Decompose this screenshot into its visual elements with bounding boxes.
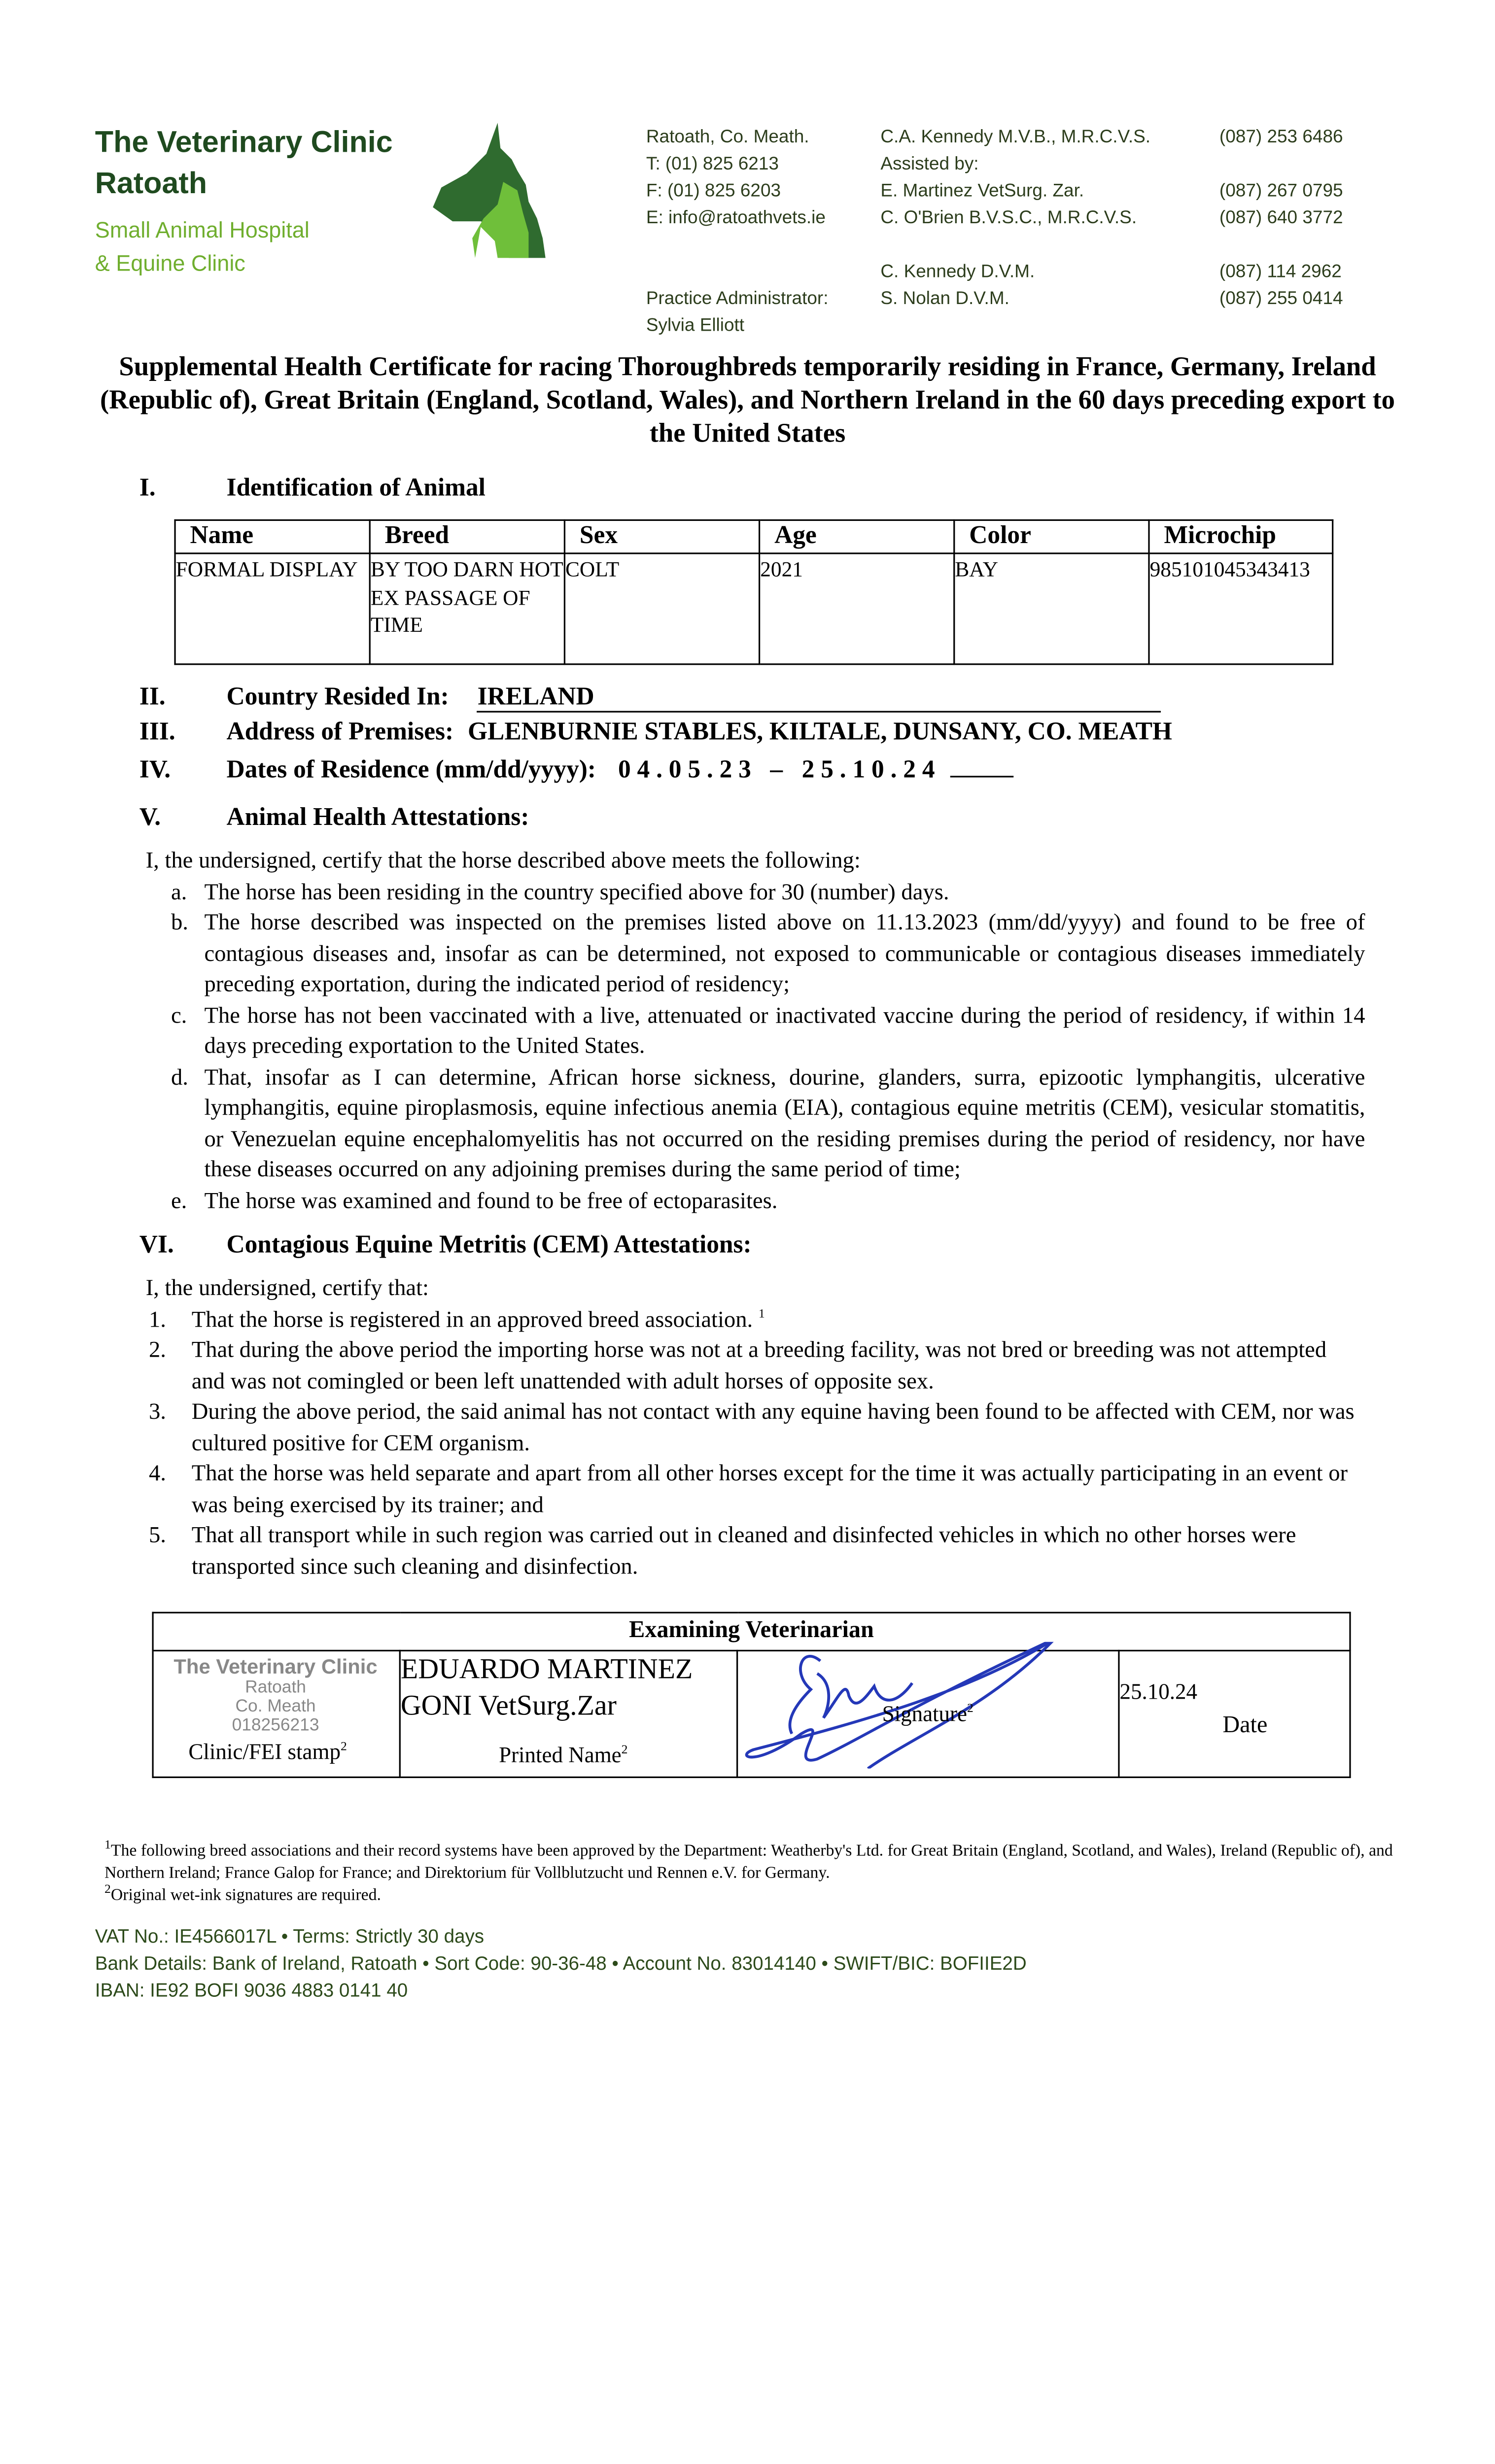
vat-line: VAT No.: IE4566017L • Terms: Strictly 30 days bbox=[95, 1925, 485, 1948]
item-text: The horse described was inspected on the premises listed above on 11.13.2023 (mm/dd/yyyy) and found to be free of contagious diseases and, insofar as can be determined, not exposed to communicable or contagious diseases immediately preceding exportation, during the indicated period of residency; bbox=[204, 910, 1365, 998]
item-marker: c. bbox=[171, 1003, 187, 1028]
footnote-ref: 2 bbox=[340, 1739, 347, 1753]
date-cell bbox=[1119, 1650, 1350, 1777]
section-number: IV. bbox=[139, 756, 171, 784]
printed-name-value: EDUARDO MARTINEZ GONI VetSurg.Zar bbox=[400, 1653, 693, 1721]
cell-breed: BY TOO DARN HOT EX PASSAGE OF TIME bbox=[370, 553, 564, 664]
section-number: V. bbox=[139, 804, 161, 831]
examining-veterinarian-table bbox=[152, 1612, 1351, 1778]
certificate-title: Supplemental Health Certificate for racing Thoroughbreds temporarily residing in France, Germany, Ireland (Republic of), Great Britain (England, Scotland, Wales), and Northern Ireland in the 60 days preceding export to the United States bbox=[100, 351, 1395, 448]
staff-name: C. O'Brien B.V.S.C., M.R.C.V.S. bbox=[880, 209, 1137, 228]
column-header: Age bbox=[760, 520, 954, 553]
email-line: E: info@ratoathvets.ie bbox=[646, 209, 826, 228]
footnote-ref: 2 bbox=[967, 1701, 973, 1715]
clinic-stamp bbox=[160, 1654, 391, 1735]
item-marker: 2. bbox=[149, 1337, 166, 1364]
address-block bbox=[646, 125, 826, 233]
footnote-2 bbox=[104, 1882, 1395, 1908]
section-label: Animal Health Attestations: bbox=[226, 804, 529, 831]
residence-dates-value: 0 4 . 0 5 . 2 3 – 2 5 . 1 0 . 2 4 bbox=[618, 756, 935, 784]
cell-microchip: 985101045343413 bbox=[1149, 553, 1333, 664]
printed-name-label-text: Printed Name bbox=[499, 1745, 622, 1769]
animal-identification-table bbox=[174, 519, 1333, 665]
staff-name: E. Martinez VetSurg. Zar. bbox=[880, 182, 1084, 202]
item-text: The horse was examined and found to be free of ectoparasites. bbox=[204, 1188, 778, 1214]
item-marker: 4. bbox=[149, 1461, 166, 1487]
attestation-item bbox=[146, 1001, 1365, 1063]
phone-line: T: (01) 825 6213 bbox=[646, 155, 779, 174]
item-marker: 1. bbox=[149, 1307, 166, 1333]
item-marker: a. bbox=[171, 879, 187, 905]
column-header: Microchip bbox=[1149, 520, 1333, 553]
staff-phone: (087) 640 3772 bbox=[1219, 209, 1343, 228]
staff-block bbox=[880, 125, 1150, 313]
clinic-name bbox=[95, 124, 393, 206]
staff-phone: (087) 255 0414 bbox=[1219, 289, 1343, 309]
printed-name-cell bbox=[400, 1650, 737, 1777]
item-text: That the horse was held separate and apart from all other horses except for the time it was actually participating in an event or was being exercised by its trainer; and bbox=[191, 1461, 1348, 1518]
staff-phone: (087) 267 0795 bbox=[1219, 182, 1343, 202]
cem-intro: I, the undersigned, certify that: bbox=[145, 1276, 429, 1302]
attestation-item bbox=[146, 1063, 1365, 1187]
item-text: The horse has not been vaccinated with a live, attenuated or inactivated vaccine during the period of residency, if within 14 days preceding exportation to the United States. bbox=[204, 1003, 1365, 1060]
signature-cell bbox=[737, 1650, 1119, 1777]
item-marker: 3. bbox=[149, 1400, 166, 1425]
staff-name: Assisted by: bbox=[880, 155, 979, 174]
cem-item bbox=[146, 1460, 1357, 1521]
column-header: Color bbox=[954, 520, 1149, 553]
staff-name: C. Kennedy D.V.M. bbox=[880, 263, 1035, 282]
stamp-label bbox=[188, 1740, 347, 1767]
item-text: The horse has been residing in the country specified above for 30 (number) days. bbox=[204, 879, 949, 905]
clinic-name-line2: Ratoath bbox=[95, 168, 208, 202]
date-value: 25.10.24 bbox=[1119, 1681, 1197, 1706]
printed-name-label bbox=[499, 1743, 627, 1770]
section-5-heading bbox=[139, 803, 1495, 834]
country-value: IRELAND bbox=[478, 684, 1161, 713]
item-text: That all transport while in such region was carried out in cleaned and disinfected vehicles in which no other horses were transported since such cleaning and disinfection. bbox=[191, 1523, 1296, 1579]
subtitle-line1: Small Animal Hospital bbox=[95, 217, 310, 242]
footnote-ref: 1 bbox=[758, 1305, 765, 1320]
horse-logo-icon bbox=[424, 111, 615, 275]
footnote-text: The following breed associations and their record systems have been approved by the Department: Weatherby's Ltd. for Great Britain (England, Scotland, and Wales), Ireland (Republic of), and Northern Ireland; France Galop for France; and Direktorium für Vollblutzucht und Rennen e.V. for Germany. bbox=[104, 1843, 1393, 1883]
stamp-label-text: Clinic/FEI stamp bbox=[188, 1742, 341, 1766]
section-number: VI. bbox=[139, 1232, 174, 1259]
item-marker: b. bbox=[171, 910, 188, 936]
cem-item bbox=[146, 1522, 1357, 1583]
section-1-heading bbox=[139, 475, 1090, 504]
date-label: Date bbox=[1222, 1713, 1268, 1739]
staff-name: C.A. Kennedy M.V.B., M.R.C.V.S. bbox=[880, 128, 1151, 147]
section-label: Identification of Animal bbox=[226, 475, 486, 502]
bank-line: Bank Details: Bank of Ireland, Ratoath • Sort Code: 90-36-48 • Account No. 83014140 • SWIFT/BIC: BOFIIE2D bbox=[95, 1952, 1027, 1975]
item-marker: d. bbox=[171, 1064, 188, 1091]
item-text: That the horse is registered in an approved breed association. bbox=[191, 1307, 753, 1333]
staff-name: S. Nolan D.V.M. bbox=[880, 289, 1009, 309]
footnote-mark: 1 bbox=[104, 1837, 111, 1852]
lower-content bbox=[0, 803, 1495, 2005]
cell-name: FORMAL DISPLAY bbox=[175, 553, 370, 664]
section-4-heading bbox=[139, 757, 1014, 786]
premises-address-value: GLENBURNIE STABLES, KILTALE, DUNSANY, CO. MEATH bbox=[468, 719, 1172, 746]
stamp-line: The Veterinary Clinic bbox=[174, 1654, 378, 1678]
item-marker: 5. bbox=[149, 1523, 166, 1549]
section-number: I. bbox=[139, 475, 156, 502]
bank-details bbox=[95, 1924, 1495, 2005]
section-label: Address of Premises: bbox=[226, 719, 454, 746]
clinic-stamp-cell bbox=[153, 1650, 400, 1777]
item-text: That, insofar as I can determine, African horse sickness, dourine, glanders, surra, epizootic lymphangitis, ulcerative lymphangitis, equine piroplasmosis, equine infectious anemia (EIA), contagious equine metritis (CEM), vesicular stomatitis, or Venezuelan equine encephalomyelitis has not occurred on the residing premises during the period of residency, nor have these diseases occurred on any adjoining premises during the same period of time; bbox=[204, 1064, 1365, 1183]
section-number: III. bbox=[139, 719, 175, 746]
attestation-item bbox=[146, 878, 1365, 909]
iban-line: IBAN: IE92 BOFI 9036 4883 0141 40 bbox=[95, 1979, 408, 2002]
footnote-text: Original wet-ink signatures are required. bbox=[110, 1887, 381, 1905]
staff-phone: (087) 114 2962 bbox=[1219, 263, 1342, 282]
footnote-1 bbox=[104, 1837, 1395, 1886]
admin-name: Sylvia Elliott bbox=[646, 316, 745, 336]
cell-age: 2021 bbox=[760, 553, 954, 664]
address-line: Ratoath, Co. Meath. bbox=[646, 128, 809, 147]
table-row bbox=[153, 1650, 1350, 1777]
section-6-heading bbox=[139, 1230, 1495, 1262]
signature-label bbox=[882, 1702, 973, 1729]
attestation-item bbox=[146, 909, 1365, 1001]
table-row bbox=[175, 553, 1333, 664]
cell-color: BAY bbox=[954, 553, 1149, 664]
section-label: Country Resided In: bbox=[226, 684, 449, 711]
health-intro: I, the undersigned, certify that the horse described above meets the following: bbox=[145, 849, 861, 874]
item-marker: e. bbox=[171, 1188, 187, 1214]
cem-attestations bbox=[146, 1274, 1357, 1583]
cem-item bbox=[146, 1305, 1357, 1336]
clinic-name-line1: The Veterinary Clinic bbox=[95, 127, 393, 160]
cem-item bbox=[146, 1336, 1357, 1398]
fax-line: F: (01) 825 6203 bbox=[646, 182, 781, 202]
footnotes bbox=[104, 1837, 1395, 1908]
item-text: That during the above period the importing horse was not at a breeding facility, was not bred or breeding was not attempted and was not comingled or been left unattended with adult horses of opposite sex. bbox=[191, 1337, 1327, 1394]
stamp-line: Co. Meath bbox=[235, 1697, 316, 1716]
footnote-mark: 2 bbox=[104, 1882, 111, 1896]
column-header: Breed bbox=[370, 520, 564, 553]
health-attestations bbox=[146, 847, 1365, 1218]
section-label: Dates of Residence (mm/dd/yyyy): bbox=[226, 756, 596, 784]
section-number: II. bbox=[139, 684, 166, 711]
signature-label-text: Signature bbox=[882, 1704, 967, 1728]
section-label: Contagious Equine Metritis (CEM) Attestations: bbox=[226, 1232, 752, 1259]
stamp-line: 018256213 bbox=[232, 1716, 319, 1736]
phone-block bbox=[1219, 125, 1343, 313]
admin-block bbox=[646, 287, 829, 341]
footnote-ref: 2 bbox=[621, 1742, 628, 1757]
admin-label: Practice Administrator: bbox=[646, 289, 829, 309]
table-header-row bbox=[175, 520, 1333, 553]
vet-table-header: Examining Veterinarian bbox=[153, 1612, 1350, 1650]
clinic-subtitle bbox=[95, 214, 310, 280]
section-2-heading bbox=[139, 684, 1161, 713]
cem-item bbox=[146, 1398, 1357, 1460]
stamp-line: Ratoath bbox=[245, 1678, 306, 1698]
cell-sex: COLT bbox=[564, 553, 759, 664]
column-header: Sex bbox=[564, 520, 759, 553]
subtitle-line2: & Equine Clinic bbox=[95, 250, 245, 276]
section-3-heading bbox=[139, 719, 1172, 748]
staff-phone: (087) 253 6486 bbox=[1219, 128, 1343, 147]
item-text: During the above period, the said animal has not contact with any equine having been found to be affected with CEM, nor was cultured positive for CEM organism. bbox=[191, 1400, 1355, 1456]
attestation-item bbox=[146, 1187, 1365, 1218]
column-header: Name bbox=[175, 520, 370, 553]
